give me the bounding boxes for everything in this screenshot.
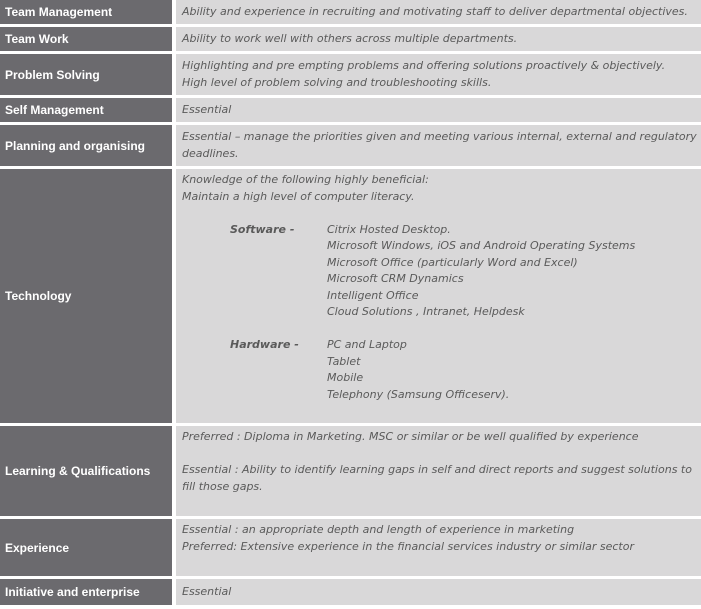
- hardware-item: Telephony (Samsung Officeserv).: [327, 387, 510, 401]
- row-label-experience: Experience: [0, 519, 172, 576]
- value-text: Ability and experience in recruiting and motivating staff to deliver departmental objectives.: [182, 4, 688, 18]
- hardware-group: [182, 337, 697, 403]
- value-text: Ability to work well with others across multiple departments.: [182, 31, 518, 45]
- software-list: [327, 222, 697, 321]
- row-value-team-work: [176, 27, 701, 51]
- value-text: Essential: [182, 584, 232, 598]
- row-value-problem-solving: [176, 54, 701, 95]
- software-item: Microsoft CRM Dynamics: [327, 272, 464, 285]
- software-item: Cloud Solutions , Intranet, Helpdesk: [327, 305, 525, 318]
- spacer: [182, 205, 697, 222]
- row-value-experience: [176, 519, 701, 576]
- hardware-label: Hardware -: [230, 338, 299, 351]
- row-label-planning: Planning and organising: [0, 125, 172, 166]
- row-value-team-management: [176, 0, 701, 24]
- value-line: Highlighting and pre empting problems and offering solutions proactively & objectively.: [182, 59, 666, 72]
- hardware-item: Mobile: [327, 371, 364, 384]
- software-label: Software -: [230, 222, 295, 236]
- software-item: Microsoft Office (particularly Word and Excel): [327, 255, 578, 269]
- row-value-technology: [176, 169, 701, 423]
- spacer: [182, 446, 697, 463]
- value-text: Essential: [182, 102, 232, 116]
- hardware-item: Tablet: [327, 354, 361, 368]
- value-text: Essential – manage the priorities given and meeting various internal, external and regulatory deadlines.: [182, 130, 697, 160]
- tech-intro-line: Knowledge of the following highly beneficial:: [182, 173, 429, 186]
- row-label-technology: Technology: [0, 169, 172, 423]
- row-label-team-management: Team Management: [0, 0, 172, 24]
- row-value-initiative: [176, 579, 701, 605]
- preferred-text: Preferred : Diploma in Marketing. MSC or similar or be well qualified by experience: [182, 430, 639, 443]
- value-line: Essential : an appropriate depth and length of experience in marketing: [182, 523, 575, 536]
- software-item: Citrix Hosted Desktop.: [327, 222, 451, 236]
- software-group: [182, 222, 697, 321]
- essential-text: Essential : Ability to identify learning gaps in self and direct reports and suggest solutions to fill those gaps.: [182, 463, 692, 493]
- row-value-self-management: [176, 98, 701, 122]
- row-label-self-management: Self Management: [0, 98, 172, 122]
- row-label-initiative: Initiative and enterprise: [0, 579, 172, 605]
- row-value-learning: [176, 426, 701, 516]
- hardware-list: [327, 337, 697, 403]
- row-value-planning: [176, 125, 701, 166]
- row-label-team-work: Team Work: [0, 27, 172, 51]
- hardware-item: PC and Laptop: [327, 338, 407, 351]
- software-item: Microsoft Windows, iOS and Android Operating Systems: [327, 239, 636, 252]
- software-item: Intelligent Office: [327, 288, 419, 302]
- row-label-problem-solving: Problem Solving: [0, 54, 172, 95]
- row-label-learning: Learning & Qualifications: [0, 426, 172, 516]
- value-line: High level of problem solving and troubleshooting skills.: [182, 75, 492, 89]
- tech-intro-line: Maintain a high level of computer literacy.: [182, 189, 415, 203]
- value-line: Preferred: Extensive experience in the financial services industry or similar sector: [182, 539, 634, 553]
- spacer: [182, 321, 697, 338]
